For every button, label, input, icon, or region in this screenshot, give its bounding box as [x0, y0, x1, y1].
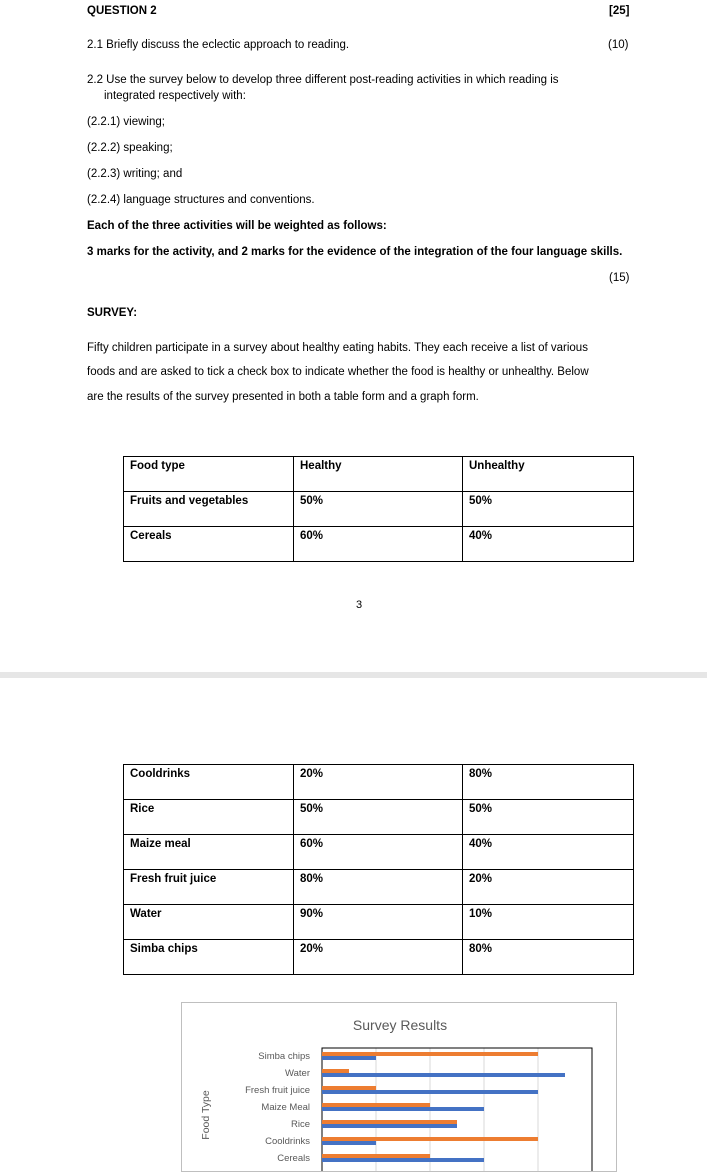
- survey-paragraph-line1: Fifty children participate in a survey about healthy eating habits. They each receive a list of various: [87, 342, 588, 354]
- table-cell: 50%: [294, 492, 463, 527]
- chart-bar-healthy: [322, 1107, 484, 1111]
- weighting-detail: 3 marks for the activity, and 2 marks for the evidence of the integration of the four language skills.: [87, 246, 623, 258]
- chart-category-label: Rice: [290, 1119, 310, 1130]
- table-cell: 80%: [463, 940, 634, 975]
- table-cell: 20%: [294, 765, 463, 800]
- header-food-type: Food type: [124, 457, 294, 492]
- table-cell: 60%: [294, 835, 463, 870]
- table-cell: 90%: [294, 905, 463, 940]
- question-title: QUESTION 2: [87, 5, 157, 17]
- chart-bar-healthy: [322, 1124, 457, 1128]
- table-row: [124, 940, 634, 975]
- chart-bar-healthy: [322, 1090, 538, 1094]
- table-cell: Rice: [124, 800, 294, 835]
- chart-bar-healthy: [322, 1056, 376, 1060]
- chart-bar-unhealthy: [322, 1154, 430, 1158]
- chart-plot-area: [245, 1048, 592, 1171]
- total-marks: [25]: [609, 5, 630, 17]
- chart-category-label: Simba chips: [258, 1051, 310, 1062]
- chart-y-axis-label: Food Type: [200, 1090, 212, 1140]
- chart-frame: [181, 1002, 617, 1172]
- table-row: [124, 492, 634, 527]
- table-header-row: [124, 457, 634, 492]
- chart-category-label: Maize Meal: [261, 1102, 310, 1113]
- table-cell: Cereals: [124, 527, 294, 562]
- chart-bar-healthy: [322, 1158, 484, 1162]
- table-cell: 80%: [463, 765, 634, 800]
- chart-bar-unhealthy: [322, 1120, 457, 1124]
- chart-bar-unhealthy: [322, 1052, 538, 1056]
- chart-category-label: Cereals: [277, 1153, 310, 1164]
- table-cell: Cooldrinks: [124, 765, 294, 800]
- chart-bar-unhealthy: [322, 1103, 430, 1107]
- table-cell: 20%: [294, 940, 463, 975]
- weighting-heading: Each of the three activities will be weighted as follows:: [87, 220, 387, 232]
- page-number: 3: [356, 599, 363, 611]
- table-cell: 40%: [463, 835, 634, 870]
- table-cell: 80%: [294, 870, 463, 905]
- question-2-1: 2.1 Briefly discuss the eclectic approach to reading.: [87, 39, 350, 51]
- question-2-1-marks: (10): [608, 39, 629, 51]
- question-2-2-line1: 2.2 Use the survey below to develop three different post-reading activities in which reading is: [87, 74, 559, 86]
- table-row: [124, 765, 634, 800]
- chart-bar-healthy: [322, 1073, 565, 1077]
- survey-paragraph-line3: are the results of the survey presented in both a table form and a graph form.: [87, 391, 479, 403]
- subitem-writing: (2.2.3) writing; and: [87, 168, 183, 180]
- header-unhealthy: Unhealthy: [463, 457, 634, 492]
- table-cell: Water: [124, 905, 294, 940]
- chart-bar-healthy: [322, 1141, 376, 1145]
- chart-title: Survey Results: [352, 1017, 448, 1033]
- table-row: [124, 800, 634, 835]
- table-row: [124, 835, 634, 870]
- table-cell: 50%: [463, 492, 634, 527]
- table-row: [124, 870, 634, 905]
- table-cell: 60%: [294, 527, 463, 562]
- table-cell: Fruits and vegetables: [124, 492, 294, 527]
- question-2-2-marks: (15): [609, 272, 630, 284]
- subitem-viewing: (2.2.1) viewing;: [87, 116, 165, 128]
- table-row: [124, 905, 634, 940]
- survey-heading: SURVEY:: [87, 307, 138, 319]
- survey-paragraph-line2: foods and are asked to tick a check box to indicate whether the food is healthy or unhealthy. Below: [87, 366, 589, 378]
- table-cell: Maize meal: [124, 835, 294, 870]
- question-2-2-line2: integrated respectively with:: [104, 90, 246, 102]
- chart-category-label: Cooldrinks: [265, 1136, 310, 1147]
- survey-chart: [182, 1003, 616, 1171]
- table-cell: 20%: [463, 870, 634, 905]
- table-cell: 10%: [463, 905, 634, 940]
- table-row: [124, 527, 634, 562]
- chart-bar-unhealthy: [322, 1069, 349, 1073]
- subitem-speaking: (2.2.2) speaking;: [87, 142, 173, 154]
- header-healthy: Healthy: [294, 457, 463, 492]
- table-cell: 50%: [294, 800, 463, 835]
- table-cell: Fresh fruit juice: [124, 870, 294, 905]
- table-cell: Simba chips: [124, 940, 294, 975]
- chart-bar-unhealthy: [322, 1086, 376, 1090]
- survey-table-page2: [123, 764, 634, 975]
- table-cell: 50%: [463, 800, 634, 835]
- survey-table-page1: [123, 456, 634, 562]
- subitem-language: (2.2.4) language structures and conventions.: [87, 194, 315, 206]
- chart-category-label: Water: [285, 1068, 310, 1079]
- table-cell: 40%: [463, 527, 634, 562]
- chart-bar-unhealthy: [322, 1137, 538, 1141]
- chart-category-label: Fresh fruit juice: [245, 1085, 310, 1096]
